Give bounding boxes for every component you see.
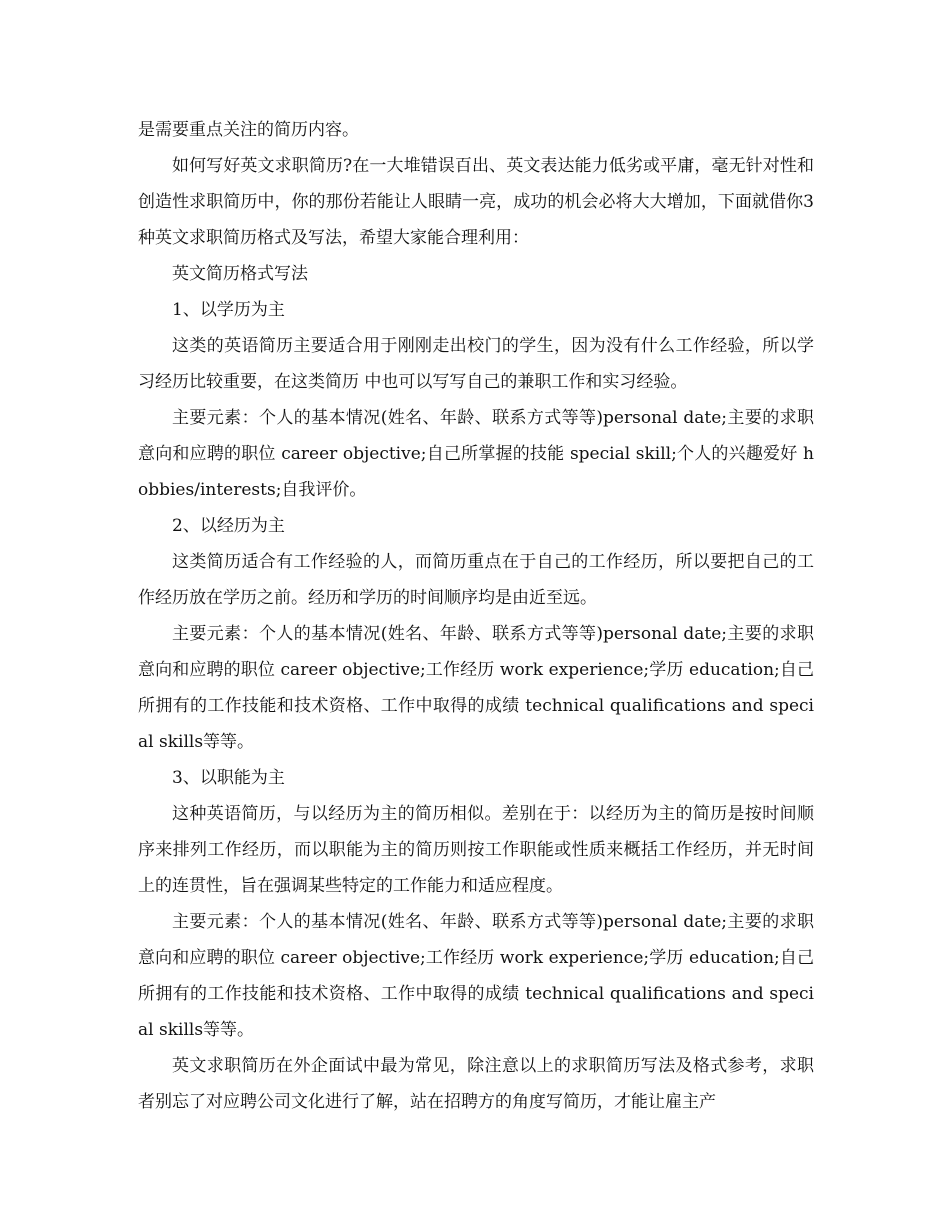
subheading-education-based: 1、以学历为主	[172, 300, 285, 320]
subheading-function-based: 3、以职能为主	[172, 768, 285, 788]
document-page	[138, 112, 814, 1120]
paragraph-continuation: 是需要重点关注的简历内容。	[138, 120, 359, 140]
paragraph-experience-description: 这类简历适合有工作经验的人，而简历重点在于自己的工作经历，所以要把自己的工作经历放在学历之前。经历和学历的时间顺序均是由近至远。	[138, 552, 814, 608]
paragraph-intro: 如何写好英文求职简历?在一大堆错误百出、英文表达能力低劣或平庸，毫无针对性和创造性求职简历中，你的那份若能让人眼睛一亮，成功的机会必将大大增加，下面就借你3种英文求职简历格式及写法，希望大家能合理利用：	[138, 156, 814, 248]
section-heading: 英文简历格式写法	[172, 264, 308, 284]
paragraph-education-description: 这类的英语简历主要适合用于刚刚走出校门的学生，因为没有什么工作经验，所以学习经历比较重要，在这类简历 中也可以写写自己的兼职工作和实习经验。	[138, 336, 814, 392]
paragraph-function-description: 这种英语简历，与以经历为主的简历相似。差别在于：以经历为主的简历是按时间顺序来排列工作经历，而以职能为主的简历则按工作职能或性质来概括工作经历，并无时间上的连贯性，旨在强调某些特定的工作能力和适应程度。	[138, 804, 814, 896]
subheading-experience-based: 2、以经历为主	[172, 516, 285, 536]
paragraph-closing: 英文求职简历在外企面试中最为常见，除注意以上的求职简历写法及格式参考，求职者别忘了对应聘公司文化进行了解，站在招聘方的角度写简历，才能让雇主产	[138, 1056, 814, 1112]
paragraph-experience-elements: 主要元素：个人的基本情况(姓名、年龄、联系方式等等)personal date;主要的求职意向和应聘的职位 career objective;工作经历 work experience;学历 education;自己所拥有的工作技能和技术资格、工作中取得的成绩 technical qualifications and special skills等等。	[138, 624, 814, 752]
paragraph-function-elements: 主要元素：个人的基本情况(姓名、年龄、联系方式等等)personal date;主要的求职意向和应聘的职位 career objective;工作经历 work experience;学历 education;自己所拥有的工作技能和技术资格、工作中取得的成绩 technical qualifications and special skills等等。	[138, 912, 814, 1040]
paragraph-education-elements: 主要元素：个人的基本情况(姓名、年龄、联系方式等等)personal date;主要的求职意向和应聘的职位 career objective;自己所掌握的技能 special skill;个人的兴趣爱好 hobbies/interests;自我评价。	[138, 408, 814, 500]
